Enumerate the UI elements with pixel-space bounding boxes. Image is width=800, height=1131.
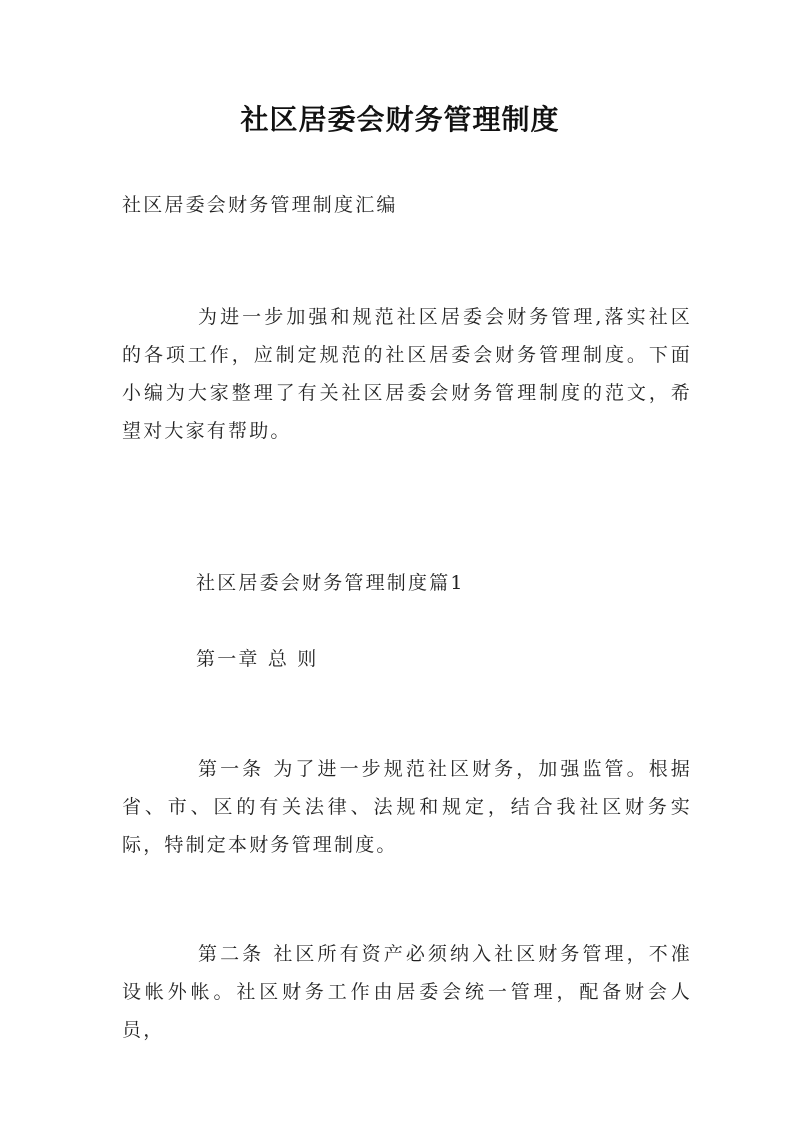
intro-paragraph: 为进一步加强和规范社区居委会财务管理,落实社区的各项工作，应制定规范的社区居委会财务管理制度。下面小编为大家整理了有关社区居委会财务管理制度的范文，希望对大家有帮助。 [122,306,692,442]
document-title: 社区居委会财务管理制度 [240,103,560,136]
section-heading: 社区居委会财务管理制度篇1 [196,572,465,594]
article-1-paragraph: 第一条 为了进一步规范社区财务，加强监管。根据省、市、区的有关法律、法规和规定，结合我社区财务实际，特制定本财务管理制度。 [122,758,692,856]
chapter-heading: 第一章 总 则 [196,648,319,670]
document-subtitle: 社区居委会财务管理制度汇编 [122,194,398,216]
article-2-paragraph: 第二条 社区所有资产必须纳入社区财务管理，不准设帐外帐。社区财务工作由居委会统一管理，配备财会人员， [122,943,692,1041]
